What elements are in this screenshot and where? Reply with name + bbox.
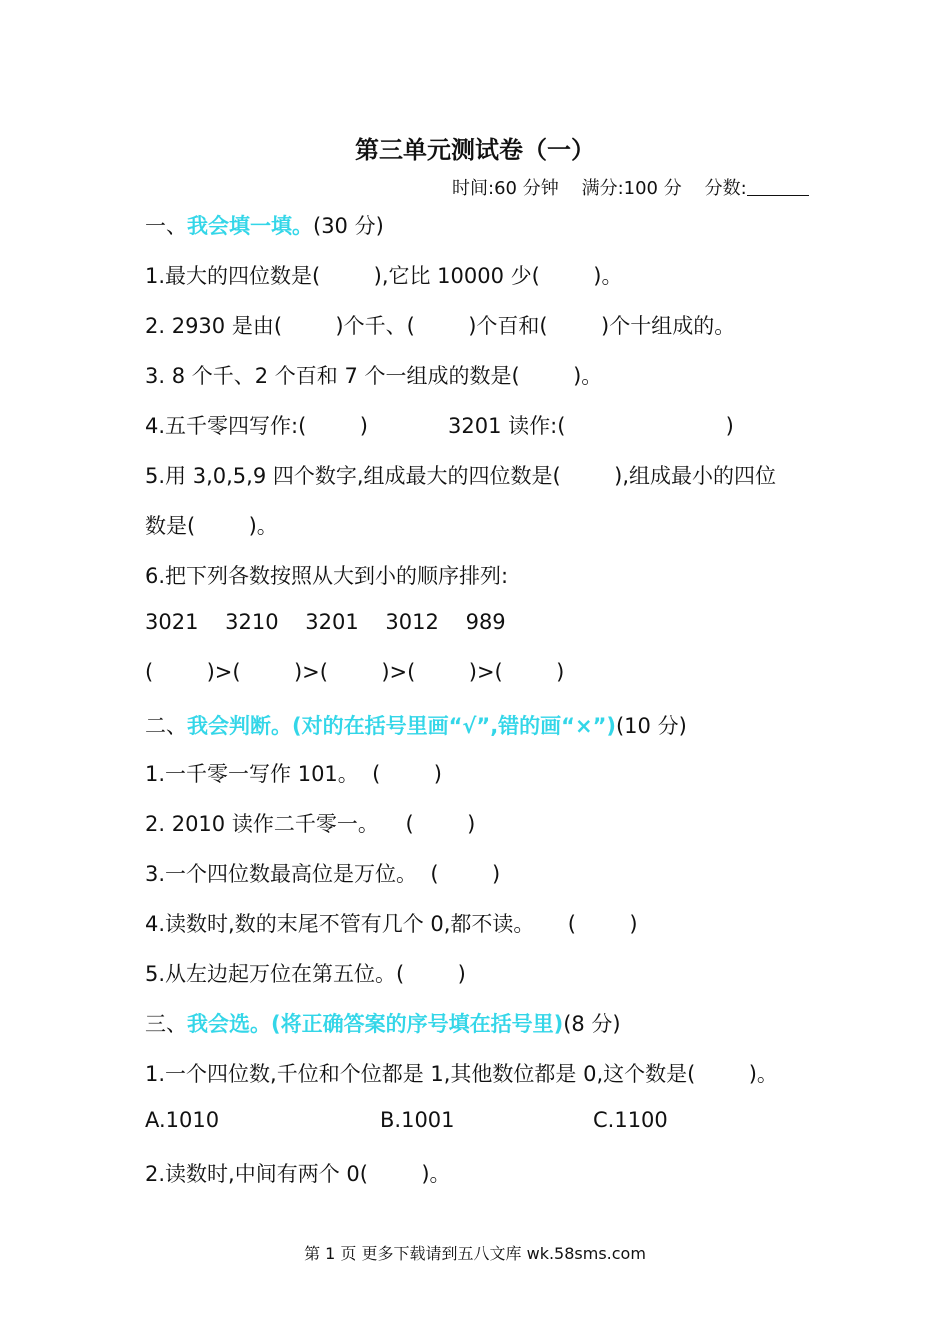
option-c: C.1100 (593, 1108, 668, 1132)
section-3-prefix: 三、 (145, 1012, 187, 1036)
question-2-1: 1.一千零一写作 101。 ( ) (145, 762, 442, 786)
question-1-4: 4.五千零四写作:( ) 3201 读作:( ) (145, 414, 734, 438)
section-1-label: 我会填一填。 (187, 214, 313, 238)
exam-meta (452, 174, 809, 200)
question-1-1: 1.最大的四位数是( ),它比 10000 少( )。 (145, 264, 623, 288)
question-1-2: 2. 2930 是由( )个千、( )个百和( )个十组成的。 (145, 314, 736, 338)
question-2-2: 2. 2010 读作二千零一。 ( ) (145, 812, 476, 836)
question-2-5: 5.从左边起万位在第五位。( ) (145, 962, 466, 986)
question-2-4: 4.读数时,数的末尾不管有几个 0,都不读。 ( ) (145, 912, 638, 936)
section-2-heading (145, 710, 687, 740)
section-1-heading (145, 210, 384, 240)
option-a: A.1010 (145, 1108, 220, 1132)
score-blank[interactable] (747, 179, 809, 196)
full-score-info: 满分:100 分 (581, 178, 682, 199)
page-title: 第三单元测试卷（一） (355, 135, 595, 164)
section-3-points: (8 分) (563, 1012, 621, 1036)
question-1-5: 5.用 3,0,5,9 四个数字,组成最大的四位数是( ),组成最小的四位 (145, 464, 776, 488)
time-info: 时间:60 分钟 (452, 178, 559, 199)
section-1-points: (30 分) (313, 214, 384, 238)
section-3-label: 我会选。(将正确答案的序号填在括号里) (187, 1012, 564, 1036)
question-1-6-answer: ( )>( )>( )>( )>( ) (145, 660, 565, 684)
section-3-heading (145, 1008, 621, 1038)
question-2-3: 3.一个四位数最高位是万位。 ( ) (145, 862, 501, 886)
question-1-5-cont: 数是( )。 (145, 514, 278, 538)
section-2-prefix: 二、 (145, 714, 187, 738)
question-1-6: 6.把下列各数按照从大到小的顺序排列: (145, 564, 509, 588)
question-3-2: 2.读数时,中间有两个 0( )。 (145, 1162, 451, 1186)
question-1-3: 3. 8 个千、2 个百和 7 个一组成的数是( )。 (145, 364, 603, 388)
question-3-1: 1.一个四位数,千位和个位都是 1,其他数位都是 0,这个数是( )。 (145, 1062, 778, 1086)
question-1-6-numbers: 3021 3210 3201 3012 989 (145, 610, 506, 634)
section-2-points: (10 分) (615, 714, 687, 738)
score-label: 分数: (704, 178, 747, 199)
section-2-label: 我会判断。(对的在括号里画“√”,错的画“×”) (187, 714, 616, 738)
option-b: B.1001 (380, 1108, 455, 1132)
page-footer: 第 1 页 更多下载请到五八文库 wk.58sms.com (304, 1244, 646, 1263)
section-1-prefix: 一、 (145, 214, 187, 238)
